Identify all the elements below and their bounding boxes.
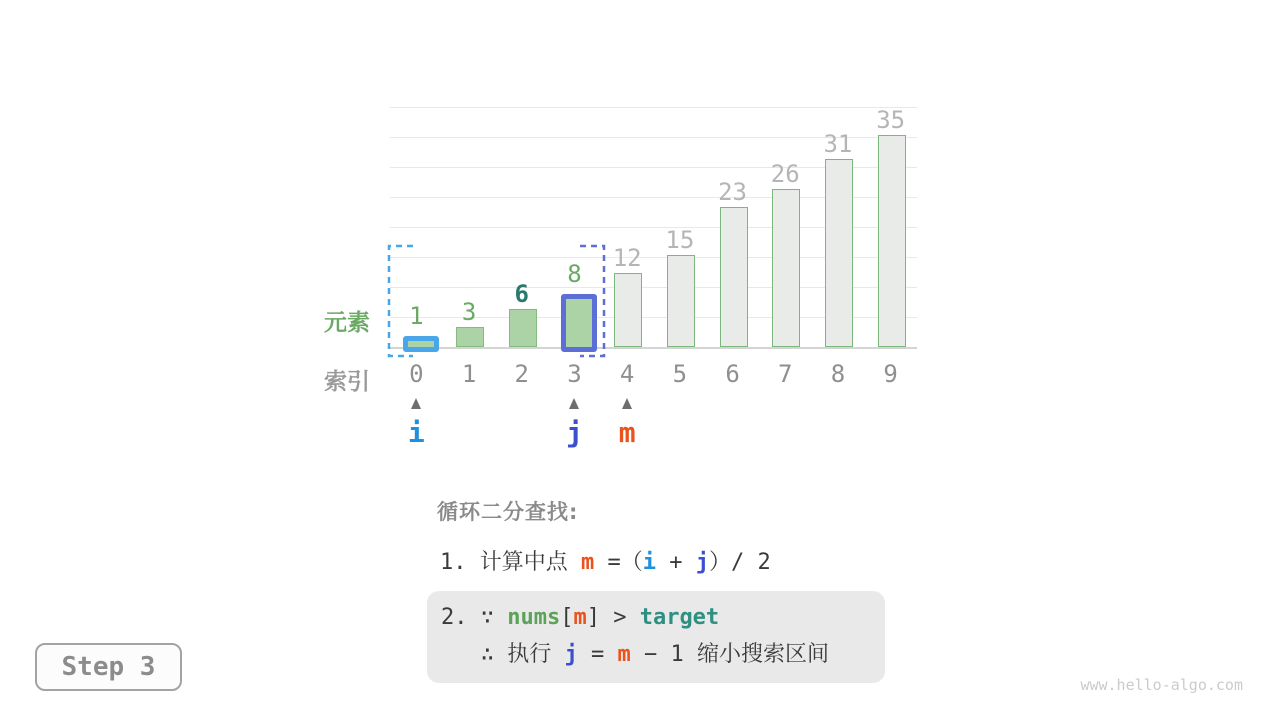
index-label: 1 xyxy=(461,360,477,388)
gridline xyxy=(390,107,917,108)
bar-value-label: 1 xyxy=(409,302,424,330)
annotation-title: 循环二分查找: xyxy=(437,500,579,524)
annotation-step-2-line-1 xyxy=(441,599,871,636)
text-segment: 2. ∵ xyxy=(441,605,508,630)
index-label: 6 xyxy=(725,360,740,388)
bar-value-label: 3 xyxy=(461,298,477,326)
bar-value-label: 31 xyxy=(823,130,853,158)
text-segment: target xyxy=(639,605,720,630)
bar xyxy=(509,309,537,347)
text-segment: ）/ 2 xyxy=(708,550,771,575)
text-segment: − 1 缩小搜索区间 xyxy=(630,642,829,667)
step-badge: Step 3 xyxy=(35,643,182,691)
pointer-label-i: i xyxy=(407,416,425,449)
index-label: 3 xyxy=(567,360,582,388)
bar xyxy=(614,273,642,347)
watermark: www.hello-algo.com xyxy=(1080,676,1243,694)
index-label: 4 xyxy=(619,360,635,388)
bar-value-label: 35 xyxy=(876,106,906,134)
text-segment: j xyxy=(564,642,578,667)
text-segment: nums xyxy=(507,605,561,630)
annotation-step-2-box xyxy=(427,591,885,683)
text-segment: m xyxy=(617,642,631,667)
bar xyxy=(772,189,800,347)
index-label: 5 xyxy=(672,360,688,388)
bar xyxy=(403,336,439,352)
text-segment: m xyxy=(580,550,595,575)
text-segment: m xyxy=(573,605,587,630)
text-segment: 1. 计算中点 xyxy=(440,550,581,575)
text-segment: j xyxy=(695,550,709,575)
x-axis-line xyxy=(390,347,917,349)
index-axis-label: 索引 xyxy=(324,369,370,395)
bar xyxy=(456,327,484,347)
text-segment: = xyxy=(577,642,618,667)
element-axis-label: 元素 xyxy=(324,310,370,336)
bar xyxy=(720,207,748,347)
index-label: 0 xyxy=(409,360,424,388)
bar-value-label: 8 xyxy=(567,260,582,288)
index-row xyxy=(390,361,917,391)
text-segment: ∴ 执行 xyxy=(441,642,565,667)
bar xyxy=(667,255,695,347)
index-label: 7 xyxy=(778,360,793,388)
text-segment: + xyxy=(655,550,696,575)
bar-value-label: 23 xyxy=(718,178,747,206)
up-caret-icon xyxy=(569,398,579,409)
annotation-step-2-line-2 xyxy=(441,636,871,673)
text-segment: ] > xyxy=(586,605,640,630)
index-label: 9 xyxy=(883,360,898,388)
bar-chart-plot xyxy=(390,107,917,347)
pointer-label-m: m xyxy=(618,416,636,449)
bar-value-label: 6 xyxy=(514,280,529,308)
up-caret-icon xyxy=(411,398,421,409)
bar xyxy=(878,135,906,347)
up-caret-icon xyxy=(622,398,632,409)
bar-value-label: 26 xyxy=(770,160,800,188)
text-segment: [ xyxy=(560,605,574,630)
text-segment: i xyxy=(642,550,656,575)
bar-value-label: 15 xyxy=(665,226,695,254)
bar xyxy=(825,159,853,347)
text-segment: =（ xyxy=(594,550,643,575)
annotation-step-1 xyxy=(440,549,771,577)
pointer-label-j: j xyxy=(566,416,583,449)
index-label: 8 xyxy=(830,360,846,388)
index-label: 2 xyxy=(514,360,529,388)
bar xyxy=(561,294,597,352)
bar-value-label: 12 xyxy=(612,244,642,272)
